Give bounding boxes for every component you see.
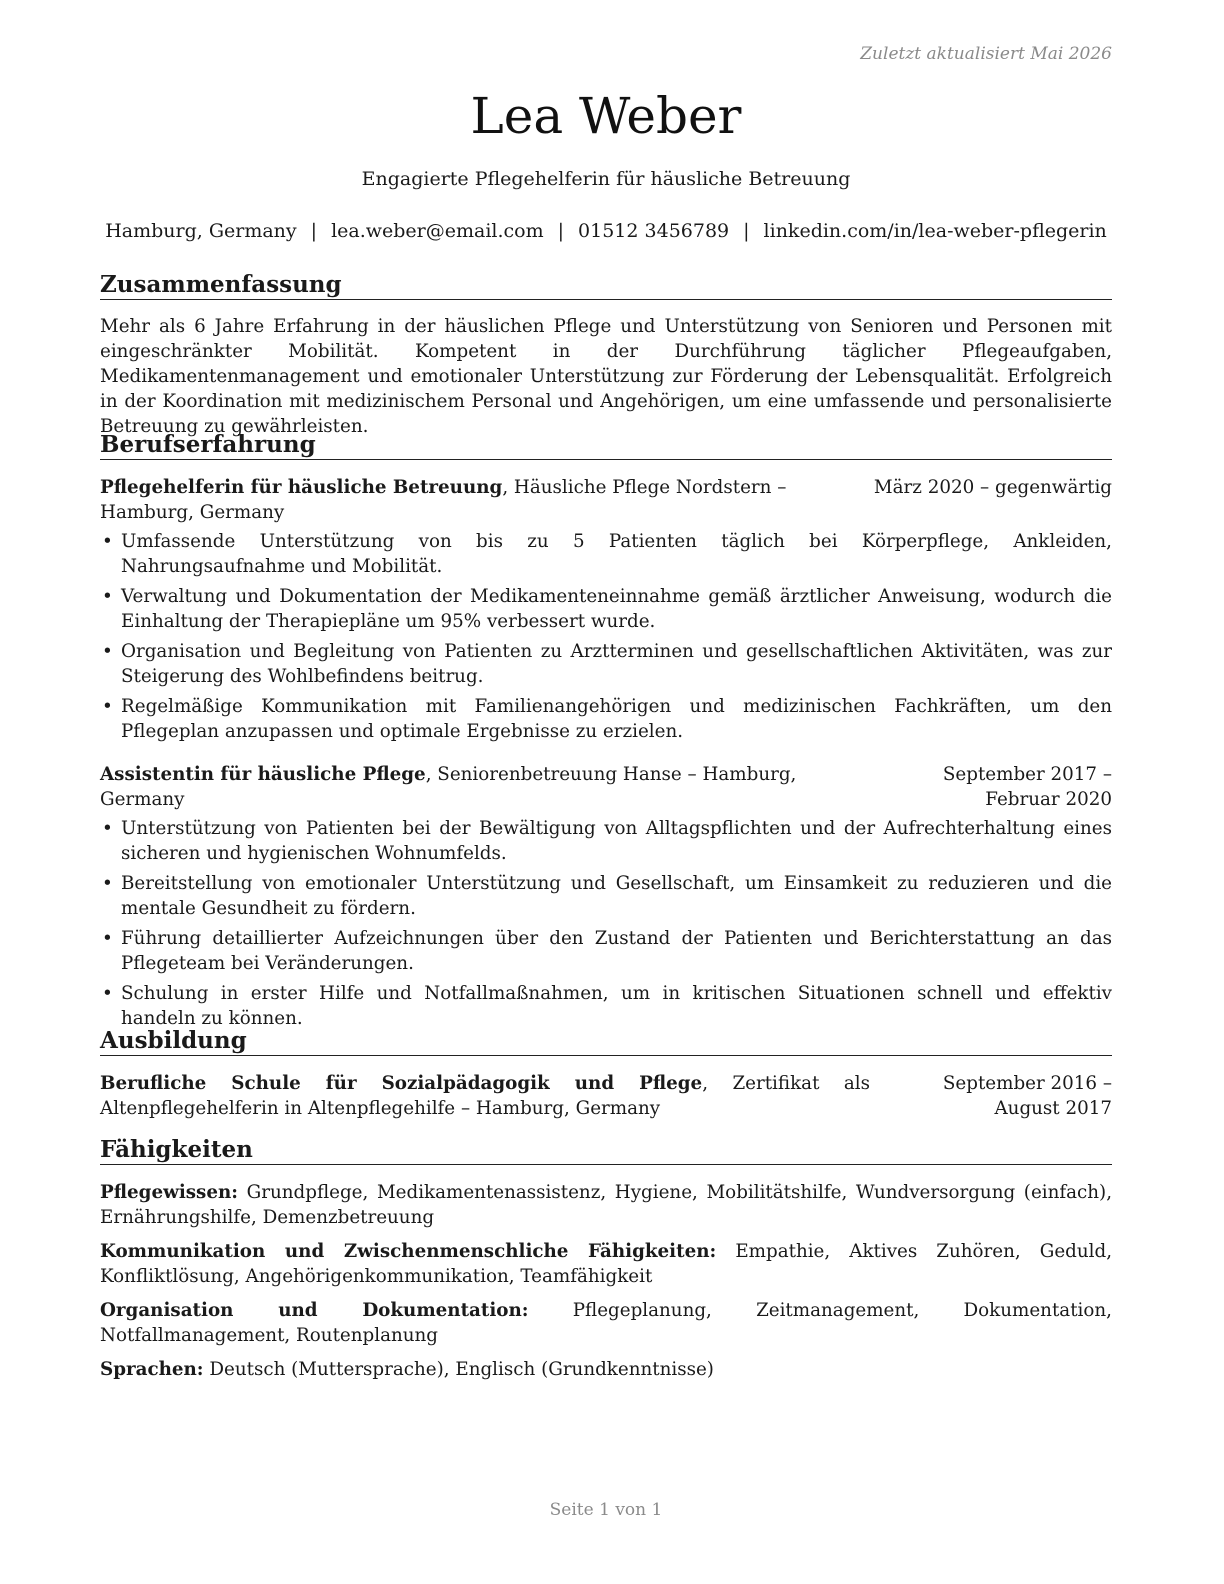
education-entry (100, 1071, 1112, 1121)
list-item (100, 871, 1112, 921)
skill-text: Deutsch (Muttersprache), Englisch (Grundkenntnisse) (209, 1359, 714, 1380)
bullet-icon: • (102, 818, 113, 839)
bullet-text: Regelmäßige Kommunikation mit Familienangehörigen und medizinischen Fachkräften, um den Pflegeplan anzupassen und optimale Ergebnisse zu erzielen. (121, 696, 1112, 742)
summary-section (100, 271, 1112, 439)
bullet-icon: • (102, 641, 113, 662)
section-heading: Fähigkeiten (100, 1136, 1112, 1165)
skill-item (100, 1180, 1112, 1230)
education-section (100, 1027, 1112, 1121)
contact-phone: 01512 3456789 (578, 220, 730, 242)
contact-linkedin[interactable]: linkedin.com/in/lea-weber-pflegerin (763, 220, 1107, 242)
list-item (100, 816, 1112, 866)
resume-page (100, 0, 1112, 1584)
bullet-icon: • (102, 873, 113, 894)
list-item (100, 981, 1112, 1031)
skills-list (100, 1180, 1112, 1382)
skill-label: Organisation und Dokumentation: (100, 1300, 529, 1321)
job-title: Pflegehelferin für häusliche Betreuung (100, 477, 503, 498)
experience-section (100, 431, 1112, 1036)
job-bullets (100, 816, 1112, 1031)
skills-section (100, 1136, 1112, 1391)
bullet-icon: • (102, 696, 113, 717)
education-detail: , Zertifikat als Altenpflegehelferin in Altenpflegehilfe – Hamburg, Germany (100, 1073, 870, 1119)
contact-separator: | (557, 220, 565, 242)
person-name: Lea Weber (470, 87, 742, 145)
bullet-text: Führung detaillierter Aufzeichnungen über den Zustand der Patienten und Berichterstattung an das Pflegeteam bei Veränderungen. (121, 928, 1112, 974)
list-item (100, 926, 1112, 976)
list-item (100, 694, 1112, 744)
list-item (100, 529, 1112, 579)
bullet-text: Umfassende Unterstützung von bis zu 5 Patienten täglich bei Körperpflege, Ankleiden, Nahrungsaufnahme und Mobilität. (121, 531, 1112, 577)
page-number: Seite 1 von 1 (549, 1500, 663, 1520)
bullet-icon: • (102, 531, 113, 552)
contact-line (100, 219, 1112, 243)
bullet-text: Verwaltung und Dokumentation der Medikamenteneinnahme gemäß ärztlicher Anweisung, wodurch die Einhaltung der Therapiepläne um 95% verbessert wurde. (121, 586, 1112, 632)
bullet-icon: • (102, 586, 113, 607)
contact-email[interactable]: lea.weber@email.com (331, 220, 544, 242)
bullet-icon: • (102, 928, 113, 949)
skill-text: Empathie, Aktives Zuhören, Geduld, Konfliktlösung, Angehörigenkommunikation, Teamfähigkeit (100, 1241, 1113, 1287)
job-entry (100, 475, 1112, 744)
job-employer: , Häusliche Pflege Nordstern – Hamburg, Germany (100, 477, 787, 523)
skill-label: Pflegewissen: (100, 1182, 239, 1203)
school-name: Berufliche Schule für Sozialpädagogik und Pflege (100, 1073, 703, 1094)
job-title-line (100, 475, 874, 525)
skill-item (100, 1357, 1112, 1382)
section-heading: Zusammenfassung (100, 271, 1112, 300)
skill-item (100, 1298, 1112, 1348)
skill-label: Sprachen: (100, 1359, 204, 1380)
job-dates: September 2017 – Februar 2020 (942, 764, 1112, 810)
list-item (100, 639, 1112, 689)
contact-separator: | (743, 220, 750, 242)
contact-separator: | (310, 220, 318, 242)
summary-text: Mehr als 6 Jahre Erfahrung in der häuslichen Pflege und Unterstützung von Senioren und Personen mit eingeschränkter Mobilität. Kompetent in der Durchführung täglicher Pflegeaufgaben, Medikamentenmanagement und emotionaler Unterstützung zur Förderung der Lebensqualität. Erfolgreich in der Koordination mit medizinischem Personal und Angehörigen, um eine umfassende und personalisierte Betreuung zu gewährleisten. (100, 316, 1112, 437)
contact-location: Hamburg, Germany (105, 220, 297, 242)
job-title-line (100, 762, 875, 812)
section-heading: Berufserfahrung (100, 431, 1112, 460)
skill-text: Pflegeplanung, Zeitmanagement, Dokumentation, Notfallmanagement, Routenplanung (100, 1300, 1112, 1346)
job-title: Assistentin für häusliche Pflege (100, 764, 426, 785)
bullet-text: Unterstützung von Patienten bei der Bewältigung von Alltagspflichten und der Aufrechterhaltung eines sicheren und hygienischen Wohnumfelds. (121, 818, 1112, 864)
education-dates: September 2016 – August 2017 (942, 1073, 1112, 1119)
list-item (100, 584, 1112, 634)
job-dates: März 2020 – gegenwärtig (873, 477, 1112, 498)
job-bullets (100, 529, 1112, 744)
bullet-icon: • (102, 983, 113, 1004)
section-heading: Ausbildung (100, 1027, 1112, 1056)
job-header (100, 762, 1112, 812)
skill-item (100, 1239, 1112, 1289)
job-employer: , Seniorenbetreuung Hanse – Hamburg, Germany (100, 764, 797, 810)
bullet-text: Schulung in erster Hilfe und Notfallmaßnahmen, um in kritischen Situationen schnell und effektiv handeln zu können. (121, 983, 1112, 1029)
tagline: Engagierte Pflegehelferin für häusliche Betreuung (361, 168, 851, 190)
job-entry (100, 762, 1112, 1031)
bullet-text: Organisation und Begleitung von Patienten zu Arztterminen und gesellschaftlichen Aktivitäten, was zur Steigerung des Wohlbefindens beitrug. (121, 641, 1112, 687)
last-updated-note: Zuletzt aktualisiert Mai 2026 (860, 44, 1112, 64)
skill-text: Grundpflege, Medikamentenassistenz, Hygiene, Mobilitätshilfe, Wundversorgung (einfach), Ernährungshilfe, Demenzbetreuung (100, 1182, 1113, 1228)
bullet-text: Bereitstellung von emotionaler Unterstützung und Gesellschaft, um Einsamkeit zu reduzieren und die mentale Gesundheit zu fördern. (121, 873, 1112, 919)
education-line (100, 1071, 870, 1121)
skill-label: Kommunikation und Zwischenmenschliche Fähigkeiten: (100, 1241, 717, 1262)
job-header (100, 475, 1112, 525)
